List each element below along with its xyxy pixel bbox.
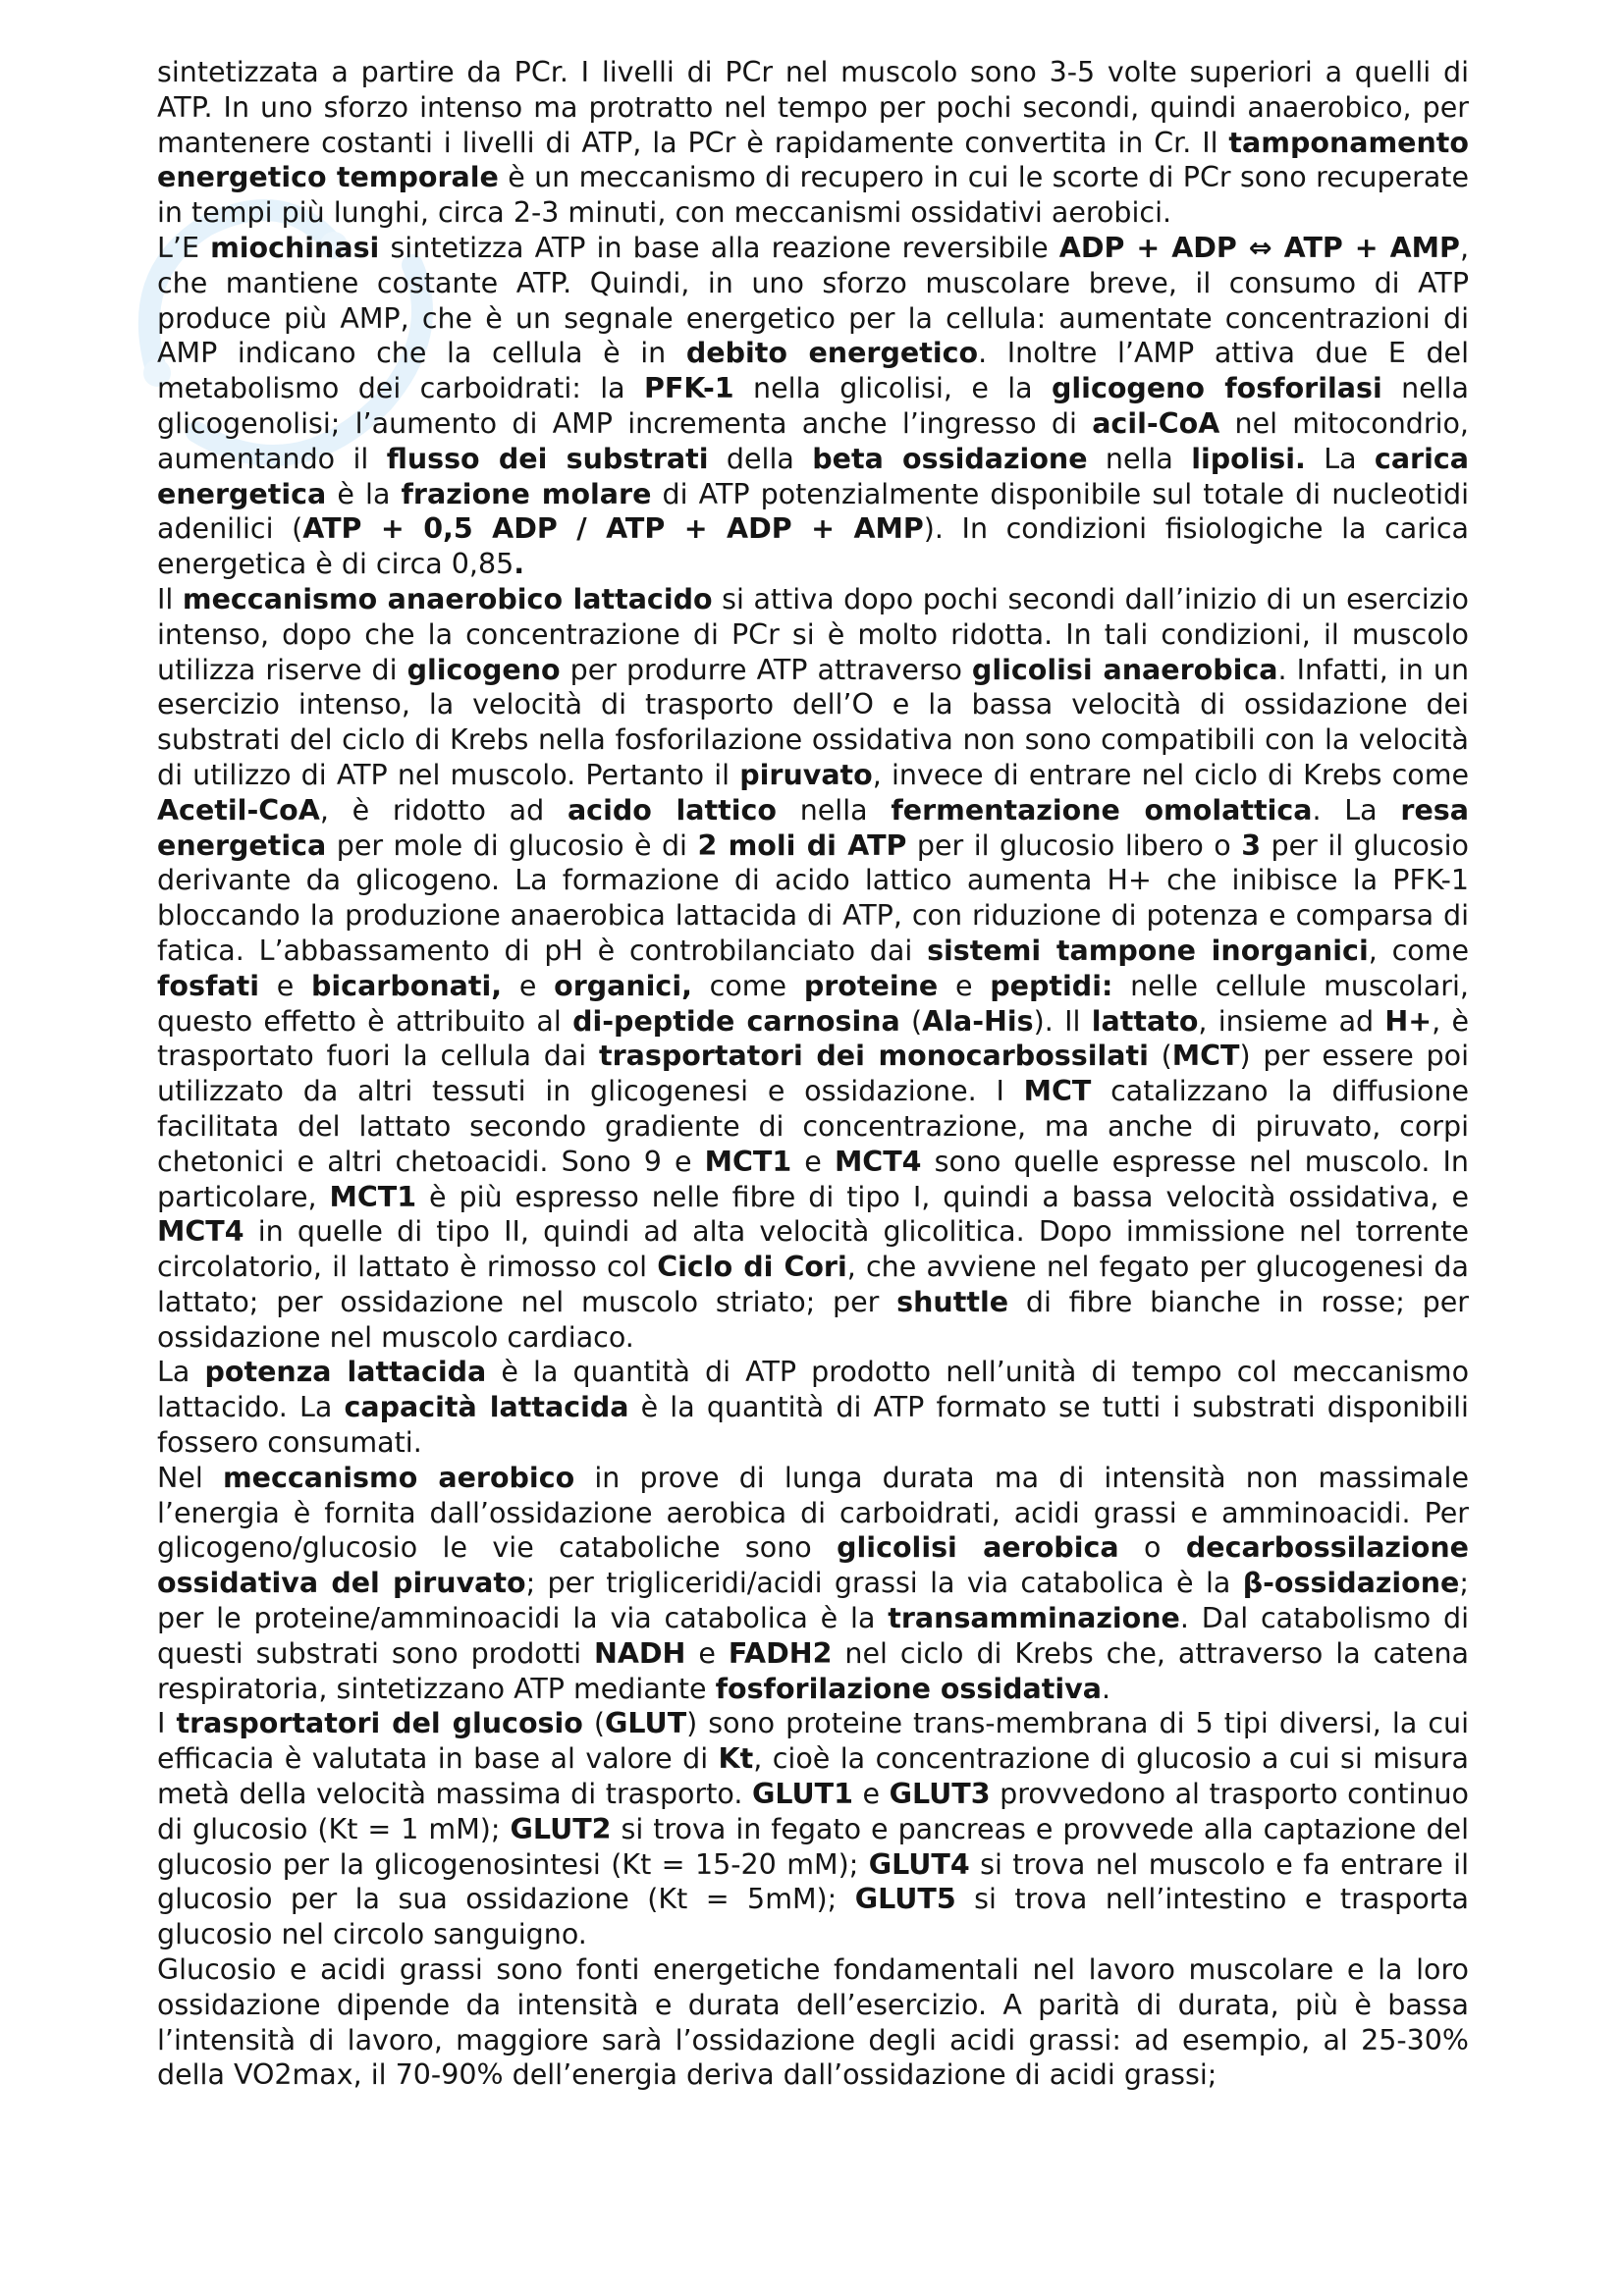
text-run: La <box>157 1356 205 1389</box>
text-run: , che avviene nel fegato per glucogenesi da lattato; per ossidazione nel muscolo striato; per <box>157 1251 1469 1318</box>
text-run: Glucosio e acidi grassi sono fonti energetiche fondamentali nel lavoro muscolare e la loro ossidazione dipende da intensità e durata dell’esercizio. A parità di durata, più è bassa l’intensità di lavoro, maggiore sarà l’ossidazione degli acidi grassi: ad esempio, al 25-30% della VO2max, il 70-90% dell’energia deriva dall’ossidazione di acidi grassi; <box>157 1953 1469 2092</box>
text-run: è più espresso nelle fibre di tipo I, quindi a bassa velocità ossidativa, e <box>416 1180 1469 1213</box>
bold-term: β-ossidazione <box>1242 1567 1460 1600</box>
bold-term: fermentazione omolattica <box>891 793 1313 827</box>
text-run: di ATP potenzialmente disponibile sul totale di nucleotidi adenilici ( <box>157 477 1469 546</box>
text-run: in quelle di tipo II, quindi ad alta velocità glicolitica. Dopo immissione nel torrente circolatorio, il lattato è rimosso col <box>157 1215 1469 1284</box>
text-run: e <box>938 969 991 1002</box>
bold-term: shuttle <box>896 1285 1009 1318</box>
bold-term: fosforilazione ossidativa <box>715 1672 1102 1705</box>
bold-term: capacità lattacida <box>344 1391 629 1424</box>
text-run: , è trasportato fuori la cellula dai <box>157 1004 1470 1073</box>
bold-term: Kt <box>718 1742 754 1776</box>
paragraph-potenza-lattacida <box>157 1355 1469 1460</box>
text-run: ( <box>899 1004 923 1038</box>
bold-term: tamponamento energetico temporale <box>157 126 1469 194</box>
text-run: e <box>258 969 311 1002</box>
text-run: nella glicolisi, e la <box>733 372 1052 405</box>
bold-term: 2 moli di ATP <box>697 828 907 862</box>
bold-term: acil-CoA <box>1092 406 1220 440</box>
bold-term: frazione molare <box>401 477 652 510</box>
text-run: e <box>502 969 555 1002</box>
text-run: ) sono proteine trans-membrana di 5 tipi diversi, la cui efficacia è valutata in base al valore di <box>157 1707 1469 1776</box>
bold-term: acido lattico <box>567 793 777 827</box>
text-run: si attiva dopo pochi secondi dall’inizio di un esercizio intenso, dopo che la concentrazione di PCr si è molto ridotta. In tali condizioni, il muscolo utilizza riserve di <box>157 582 1469 686</box>
paragraph-meccanismo-aerobico <box>157 1461 1469 1707</box>
bold-term: carica energetica <box>157 442 1469 510</box>
bold-term: potenza lattacida <box>204 1356 487 1389</box>
text-run: catalizzano la diffusione facilitata del lattato secondo gradiente di concentrazione, ma anche di piruvato, corpi chetonici e altri chetoacidi. Sono 9 e <box>157 1075 1469 1178</box>
bold-term: miochinasi <box>210 231 380 264</box>
text-run: L’E <box>157 231 211 264</box>
text-run: nel ciclo di Krebs che, attraverso la catena respiratoria, sintetizzano ATP mediante <box>157 1636 1469 1705</box>
paragraph-miochinasi <box>157 231 1469 582</box>
text-run: per il glucosio libero o <box>906 828 1242 862</box>
bold-term: ADP + ADP ⇔ ATP + AMP <box>1058 231 1460 264</box>
bold-term: bicarbonati, <box>311 969 503 1002</box>
text-run: per produrre ATP attraverso <box>560 653 972 686</box>
paragraph-glucosio-acidi-grassi <box>157 1952 1469 2093</box>
bold-term: glicolisi aerobica <box>837 1531 1119 1565</box>
text-run: . La <box>1312 793 1401 827</box>
bold-term: Ciclo di Cori <box>657 1251 847 1284</box>
text-run: nelle cellule muscolari, questo effetto è attribuito al <box>157 969 1469 1038</box>
bold-term: Acetil-CoA <box>157 793 320 827</box>
text-run: ). In condizioni fisiologiche la carica energetica è di circa 0,85 <box>157 512 1469 581</box>
bold-term: peptidi: <box>990 969 1113 1002</box>
bold-term: glicolisi anaerobica <box>971 653 1278 686</box>
bold-term: GLUT5 <box>854 1883 956 1916</box>
bold-term: FADH2 <box>728 1636 833 1670</box>
text-run: come <box>691 969 804 1002</box>
text-run: , è ridotto ad <box>319 793 568 827</box>
bold-term: piruvato <box>739 758 873 791</box>
bold-term: glicogeno fosforilasi <box>1052 372 1382 405</box>
bold-term: meccanismo anaerobico lattacido <box>182 582 713 615</box>
bold-term: 3 <box>1241 828 1262 862</box>
bold-term: MCT1 <box>329 1180 417 1213</box>
bold-term: H+ <box>1384 1004 1433 1038</box>
text-run: provvedono al trasporto continuo di glucosio (Kt = 1 mM); <box>157 1778 1469 1845</box>
bold-term: MCT4 <box>834 1145 922 1178</box>
bold-term: beta ossidazione <box>812 442 1088 475</box>
bold-term: . <box>514 548 525 581</box>
bold-term: GLUT4 <box>868 1847 970 1881</box>
document-body <box>157 55 1469 2093</box>
text-run: è un meccanismo di recupero in cui le scorte di PCr sono recuperate in tempi più lunghi, circa 2-3 minuti, con meccanismi ossidativi aerobici. <box>157 161 1469 230</box>
text-run: o <box>1118 1531 1186 1565</box>
text-run: ; per trigliceridi/acidi grassi la via catabolica è la <box>525 1567 1243 1600</box>
bold-term: MCT <box>1171 1040 1240 1073</box>
text-run: ). Il <box>1033 1004 1092 1038</box>
text-run: e <box>685 1636 729 1670</box>
text-run: della <box>708 442 813 475</box>
bold-term: decarbossilazione ossidativa del piruvato <box>157 1531 1469 1600</box>
bold-term: meccanismo aerobico <box>222 1461 575 1494</box>
text-run: si trova nell’intestino e trasporta glucosio nel circolo sanguigno. <box>157 1883 1469 1951</box>
text-run: nella <box>776 793 892 827</box>
paragraph-glut <box>157 1706 1469 1952</box>
text-run: . <box>1101 1672 1111 1705</box>
text-run: , cioè la concentrazione di glucosio a cui si misura metà della velocità massima di trasporto. <box>157 1742 1469 1811</box>
bold-term: di-peptide carnosina <box>572 1004 900 1038</box>
text-run: è la quantità di ATP prodotto nell’unità di tempo col meccanismo lattacido. La <box>157 1356 1470 1424</box>
text-run: sintetizzata a partire da PCr. I livelli di PCr nel muscolo sono 3-5 volte superiori a quelli di ATP. In uno sforzo intenso ma protratto nel tempo per pochi secondi, quindi anaerobico, per mantenere costanti i livelli di ATP, la PCr è rapidamente convertita in Cr. Il <box>157 56 1469 159</box>
bold-term: ATP + 0,5 ADP / ATP + ADP + AMP <box>302 512 924 546</box>
bold-term: GLUT1 <box>751 1778 853 1811</box>
text-run: Nel <box>157 1461 223 1494</box>
bold-term: GLUT2 <box>510 1812 612 1845</box>
text-run: Il <box>157 582 183 615</box>
text-run: per il glucosio derivante da glicogeno. La formazione di acido lattico aumenta H+ che inibisce la PFK-1 bloccando la produzione anaerobica lattacida di ATP, con riduzione di potenza e comparsa di fatica. L’abbassamento di pH è controbilanciato dai <box>157 828 1469 967</box>
bold-term: glicogeno <box>406 653 561 686</box>
bold-term: transamminazione <box>888 1602 1180 1635</box>
bold-term: Ala-His <box>922 1004 1034 1038</box>
text-run: nella <box>1087 442 1192 475</box>
text-run: ; per le proteine/amminoacidi la via catabolica è la <box>157 1567 1469 1635</box>
text-run: ( <box>582 1707 606 1740</box>
text-run: La <box>1305 442 1375 475</box>
bold-term: MCT4 <box>157 1215 244 1249</box>
text-run: . Dal catabolismo di questi substrati sono prodotti <box>157 1602 1469 1670</box>
text-run: nella glicogenolisi; l’aumento di AMP incrementa anche l’ingresso di <box>157 372 1470 440</box>
text-run: , che mantiene costante ATP. Quindi, in uno sforzo muscolare breve, il consumo di ATP produce più AMP, che è un segnale energetico per la cellula: aumentate concentrazioni di AMP indicano che la cellula è in <box>157 231 1469 370</box>
text-run: è la quantità di ATP formato se tutti i substrati disponibili fossero consumati. <box>157 1391 1469 1460</box>
paragraph-pcr <box>157 55 1469 231</box>
text-run: , invece di entrare nel ciclo di Krebs come <box>872 758 1469 791</box>
bold-term: resa energetica <box>157 793 1469 862</box>
text-run: nel mitocondrio, aumentando il <box>157 406 1469 475</box>
text-run: ) per essere poi utilizzato da altri tessuti in glicogenesi e ossidazione. I <box>157 1040 1470 1108</box>
bold-term: GLUT <box>605 1707 687 1740</box>
bold-term: NADH <box>593 1636 686 1670</box>
text-run: , come <box>1368 934 1469 967</box>
bold-term: lattato <box>1091 1004 1199 1038</box>
text-run: , insieme ad <box>1198 1004 1385 1038</box>
bold-term: GLUT3 <box>889 1778 991 1811</box>
text-run: . Inoltre l’AMP attiva due E del metabolismo dei carboidrati: la <box>157 337 1469 405</box>
bold-term: lipolisi. <box>1191 442 1306 475</box>
text-run: ( <box>1148 1040 1172 1073</box>
text-run: e <box>791 1145 835 1178</box>
bold-term: proteine <box>803 969 939 1002</box>
bold-term: MCT <box>1023 1075 1092 1108</box>
text-run: si trova nel muscolo e fa entrare il glucosio per la sua ossidazione (Kt = 5mM); <box>157 1847 1469 1916</box>
bold-term: MCT1 <box>704 1145 792 1178</box>
bold-term: PFK-1 <box>644 372 734 405</box>
paragraph-anaerobico-lattacido <box>157 582 1469 1356</box>
text-run: di fibre bianche in rosse; per ossidazione nel muscolo cardiaco. <box>157 1285 1469 1354</box>
text-run: si trova in fegato e pancreas e provvede alla captazione del glucosio per la glicogenosintesi (Kt = 15-20 mM); <box>157 1812 1469 1881</box>
text-run: per mole di glucosio è di <box>326 828 698 862</box>
text-run: . Infatti, in un esercizio intenso, la velocità di trasporto dell’O e la bassa velocità di ossidazione dei substrati del ciclo di Krebs nella fosforilazione ossidativa non sono compatibili con la velocità di utilizzo di ATP nel muscolo. Pertanto il <box>157 653 1470 791</box>
text-run: sintetizza ATP in base alla reazione reversibile <box>379 231 1059 264</box>
text-run: è la <box>326 477 402 510</box>
bold-term: organici, <box>554 969 692 1002</box>
bold-term: debito energetico <box>685 337 979 370</box>
bold-term: flusso dei substrati <box>386 442 709 475</box>
text-run: sono quelle espresse nel muscolo. In particolare, <box>157 1145 1469 1213</box>
text-run: e <box>852 1778 890 1811</box>
bold-term: trasportatori del glucosio <box>176 1707 583 1740</box>
text-run: I <box>157 1707 177 1740</box>
bold-term: sistemi tampone inorganici <box>927 934 1369 967</box>
text-run: in prove di lunga durata ma di intensità non massimale l’energia è fornita dall’ossidazione aerobica di carboidrati, acidi grassi e amminoacidi. Per glicogeno/glucosio le vie cataboliche sono <box>157 1461 1470 1565</box>
bold-term: fosfati <box>157 969 259 1002</box>
bold-term: trasportatori dei monocarbossilati <box>598 1040 1149 1073</box>
